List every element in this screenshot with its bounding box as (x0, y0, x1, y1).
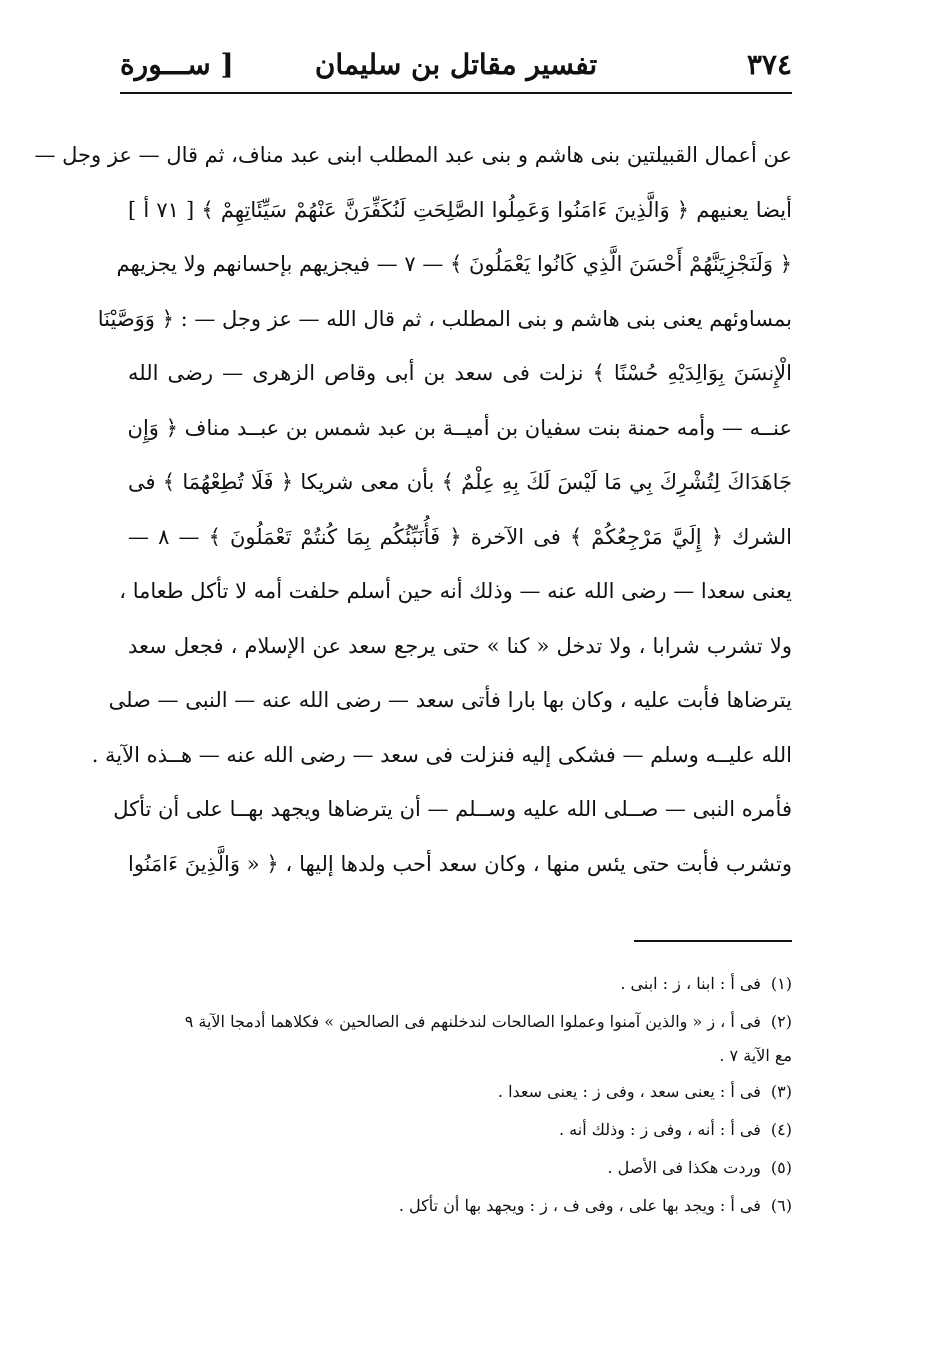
footnote-text: فى أ ، ز « والذين آمنوا وعملوا الصالحات لندخلنهم فى الصالحين » فكلاهما أدمجا الآية ٩ (184, 1012, 761, 1031)
page-header (120, 40, 792, 90)
text-line: يعنى سعدا — رضى الله عنه — وذلك أنه حين أسلم حلفت أمه لا تأكل طعاما ، (119, 579, 792, 603)
text-line: الشرك ﴿ إِلَيَّ مَرْجِعُكُمْ ﴾ فى الآخرة ﴿ فَأُنَبِّئُكُم بِمَا كُنتُمْ تَعْمَلُونَ ﴾ — ٨ — (128, 524, 792, 549)
footnote-5 (128, 1149, 792, 1187)
footnote-rule (634, 940, 792, 942)
text-line: ﴿ وَلَنَجْزِيَنَّهُمْ أَحْسَنَ الَّذِي كَانُوا يَعْمَلُونَ ﴾ — ٧ — فيجزيهم بإحسانهم ولا يجزيهم (116, 252, 792, 276)
text-line: الْإِنسَنَ بِوَالِدَيْهِ حُسْنًا ﴾ نزلت فى سعد بن أبى وقاص الزهرى — رضى الله (128, 361, 792, 385)
text-line: الله عليــه وسلم — فشكى إليه فنزلت فى سعد — رضى الله عنه — هــذه الآية . (91, 742, 792, 767)
text-line: فأمره النبى — صــلى الله عليه وســلم — أن يترضاها ويجهد بهــا على أن تأكل (113, 797, 792, 821)
text-line: أيضا يعنيهم ﴿ وَالَّذِينَ ءَامَنُوا وَعَمِلُوا الصَّلِحَتِ لَنُكَفِّرَنَّ عَنْهُمْ سَيِّئَاتِهِمْ ﴾ [ ٧١ أ ] (128, 197, 792, 222)
footnote-4 (128, 1111, 792, 1149)
main-text (34, 128, 792, 891)
footnote-number: (٥) (770, 1158, 792, 1177)
footnote-text: فى أ : ويجد بها على ، وفى ف ، ز : ويجهد بها أن تأكل . (398, 1196, 761, 1215)
text-line: عن أعمال القبيلتين بنى هاشم و بنى عبد المطلب ابنى عبد مناف، ثم قال — عز وجل — (34, 143, 792, 167)
text-line: يترضاها فأبت عليه ، وكان بها بارا فأتى سعد — رضى الله عنه — النبى — صلى (108, 688, 792, 712)
page-number: ٣٧٤ (746, 48, 792, 81)
text-line: ولا تشرب شرابا ، ولا تدخل « كنا » حتى يرجع سعد عن الإسلام ، فجعل سعد (128, 633, 792, 658)
footnote-3 (128, 1073, 792, 1111)
footnote-text: وردت هكذا فى الأصل . (607, 1158, 761, 1177)
footnote-2 (128, 1003, 792, 1041)
footnote-text: فى أ : ابنا ، ز : ابنى . (620, 974, 761, 993)
text-line: وتشرب فأبت حتى يئس منها ، وكان سعد أحب ولدها إليها ، ﴿ « وَالَّذِينَ ءَامَنُوا (128, 851, 792, 876)
footnote-number: (٢) (770, 1012, 792, 1031)
text-line: بمساوئهم يعنى بنى هاشم و بنى المطلب ، ثم قال الله — عز وجل — : ﴿ وَوَصَّيْنَا (97, 306, 792, 331)
footnote-2-continuation: مع الآية ٧ . (719, 1046, 792, 1065)
footnotes (128, 965, 792, 1225)
header-rule (120, 92, 792, 94)
footnote-number: (١) (770, 974, 792, 993)
footnote-text: فى أ : أنه ، وفى ز : وذلك أنه . (558, 1120, 761, 1139)
footnote-number: (٦) (770, 1196, 792, 1215)
footnote-number: (٤) (770, 1120, 792, 1139)
footnote-text: فى أ : يعنى سعد ، وفى ز : يعنى سعدا . (497, 1082, 761, 1101)
footnote-6 (128, 1187, 792, 1225)
running-title: تفسير مقاتل بن سليمان (314, 48, 598, 81)
footnote-number: (٣) (770, 1082, 792, 1101)
surah-heading: [ ســـورة (120, 48, 234, 81)
text-line: عنــه — وأمه حمنة بنت سفيان بن أميــة بن عبد شمس بن عبــد مناف ﴿ وَإِن (127, 415, 792, 440)
footnote-1 (128, 965, 792, 1003)
text-line: جَاهَدَاكَ لِتُشْرِكَ بِي مَا لَيْسَ لَكَ بِهِ عِلْمٌ ﴾ بأن معى شريكا ﴿ فَلَا تُطِعْهُمَا ﴾ فى (128, 470, 792, 494)
